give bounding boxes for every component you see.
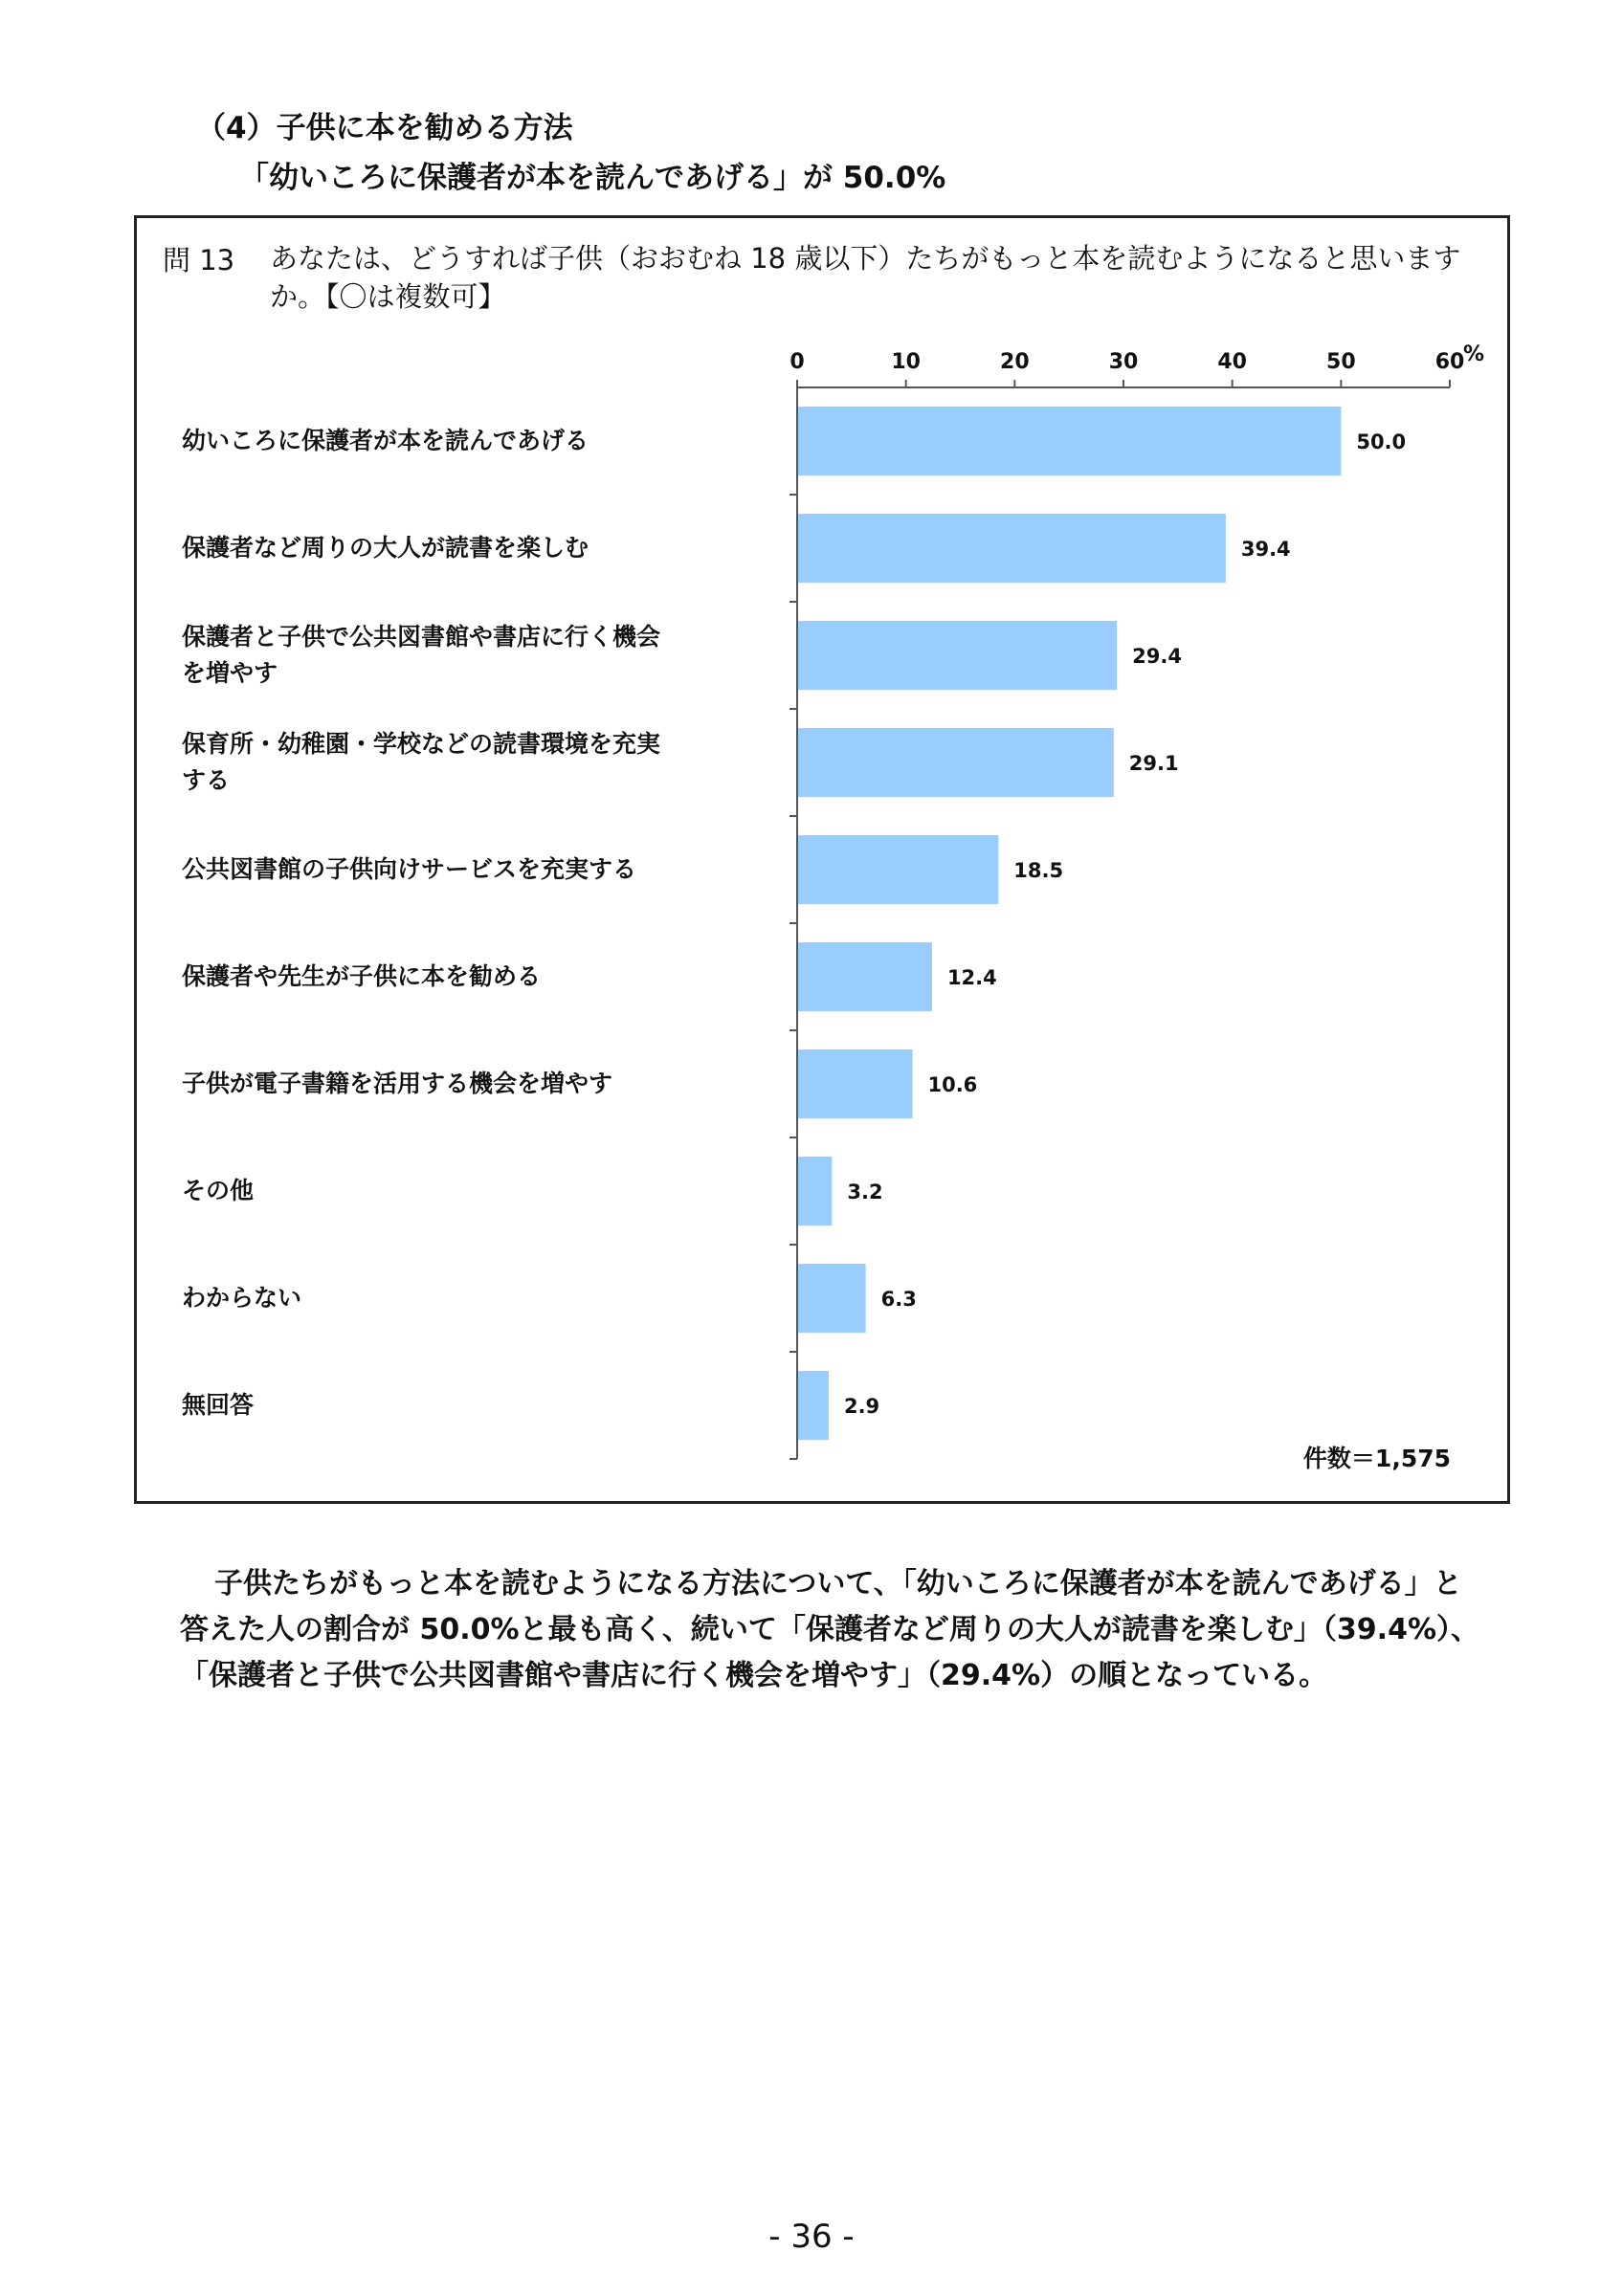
question-text: あなたは、どうすれば子供（おおむね 18 歳以下）たちがもっと本を読むようになると思いますか。【〇は複数可】 (270, 242, 1461, 313)
category-label: 子供が電子書籍を活用する機会を増やす (182, 1070, 613, 1097)
bar (798, 1049, 912, 1118)
response-count: 件数＝1,575 (1302, 1445, 1451, 1472)
value-label: 2.9 (843, 1395, 880, 1418)
x-tick-label: 50 (1326, 350, 1356, 374)
value-label: 12.4 (946, 966, 997, 989)
x-tick-label: 10 (891, 350, 921, 374)
bar (798, 1371, 829, 1440)
value-label: 50.0 (1356, 430, 1407, 453)
category-label: 幼いころに保護者が本を読んであげる (182, 427, 589, 454)
category-label: わからない (182, 1284, 302, 1312)
category-label: 公共図書館の子供向けサービスを充実する (182, 855, 637, 883)
bar (798, 728, 1114, 797)
summary-paragraph: 子供たちがもっと本を読むようになる方法について、「幼いころに保護者が本を読んであげる」と答えた人の割合が 50.0%と最も高く、続いて「保護者など周りの大人が読書を楽しむ」（39.4%）、「保護者と子供で公共図書館や書店に行く機会を増やす」（29.4%）の順となっている。 (180, 1567, 1479, 1692)
value-label: 6.3 (880, 1288, 917, 1311)
summary-text (180, 1561, 1481, 1699)
section-subheading: 「幼いころに保護者が本を読んであげる」が 50.0% (239, 161, 946, 195)
value-label: 39.4 (1240, 538, 1291, 561)
x-tick-label: 0 (789, 350, 805, 374)
value-label: 29.4 (1132, 645, 1183, 668)
bar (798, 514, 1226, 583)
value-label: 18.5 (1013, 859, 1064, 882)
category-label: 保護者など周りの大人が読書を楽しむ (182, 534, 589, 562)
category-label: その他 (182, 1177, 255, 1204)
bar (798, 621, 1117, 690)
bar (798, 942, 932, 1011)
question-number: 問 13 (163, 244, 235, 276)
bar (798, 1157, 832, 1225)
category-label: 無回答 (182, 1391, 255, 1419)
x-tick-label: 60 (1434, 350, 1465, 374)
category-label: 保育所・幼稚園・学校などの読書環境を充実する (182, 730, 661, 794)
x-tick-label: 40 (1217, 350, 1247, 374)
section-heading: （4）子供に本を勧める方法 (196, 111, 573, 145)
x-tick-label: 30 (1108, 350, 1139, 374)
bar (798, 407, 1341, 475)
bar (798, 835, 998, 904)
category-label: 保護者や先生が子供に本を勧める (182, 962, 542, 990)
x-unit-label: % (1463, 342, 1485, 366)
value-label: 29.1 (1128, 752, 1179, 775)
category-label: 保護者と子供で公共図書館や書店に行く機会を増やす (182, 623, 661, 687)
x-tick-label: 20 (1000, 350, 1030, 374)
page-number: - 36 - (768, 2218, 855, 2256)
value-label: 10.6 (927, 1073, 978, 1096)
bar (798, 1264, 866, 1333)
value-label: 3.2 (847, 1181, 883, 1203)
